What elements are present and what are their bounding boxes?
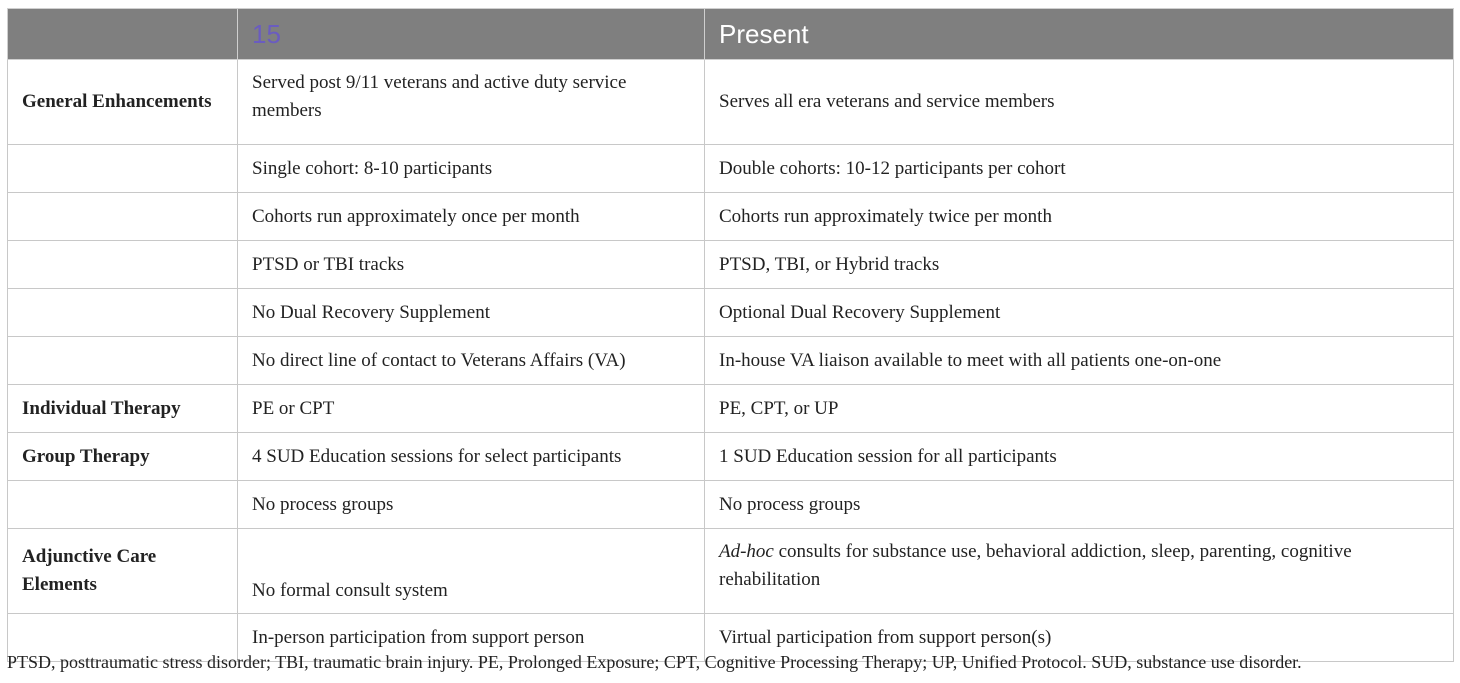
past-cell: No direct line of contact to Veterans Affairs (VA) [238, 337, 705, 385]
present-cell: PE, CPT, or UP [705, 385, 1454, 433]
table-row [8, 337, 1454, 385]
header-present: Present [705, 9, 1454, 60]
present-cell [705, 529, 1454, 614]
table-row [8, 385, 1454, 433]
past-cell: No process groups [238, 481, 705, 529]
past-cell: PE or CPT [238, 385, 705, 433]
table-row [8, 145, 1454, 193]
past-cell: PTSD or TBI tracks [238, 241, 705, 289]
table-row [8, 481, 1454, 529]
header-row [8, 9, 1454, 60]
program-comparison-table [7, 8, 1454, 662]
category-cell [8, 289, 238, 337]
past-cell: Single cohort: 8-10 participants [238, 145, 705, 193]
present-cell: No process groups [705, 481, 1454, 529]
present-cell: Virtual participation from support person(s) [705, 614, 1454, 662]
table-footnote: PTSD, posttraumatic stress disorder; TBI, traumatic brain injury. PE, Prolonged Exposure; CPT, Cognitive Processing Therapy; UP, Unified Protocol. SUD, substance use disorder. [7, 652, 1302, 672]
category-cell [8, 241, 238, 289]
past-cell: Served post 9/11 veterans and active duty service members [238, 60, 705, 145]
past-cell: Cohorts run approximately once per month [238, 193, 705, 241]
present-cell: Serves all era veterans and service members [705, 60, 1454, 145]
category-cell [8, 337, 238, 385]
category-cell [8, 193, 238, 241]
table-row [8, 193, 1454, 241]
category-cell [8, 145, 238, 193]
past-cell: No formal consult system [238, 529, 705, 614]
present-italic-text: Ad-hoc [719, 541, 774, 562]
category-cell: Adjunctive Care Elements [8, 529, 238, 614]
present-cell: Cohorts run approximately twice per month [705, 193, 1454, 241]
present-cell: Optional Dual Recovery Supplement [705, 289, 1454, 337]
present-text: consults for substance use, behavioral addiction, sleep, parenting, cognitive rehabilitation [719, 541, 1352, 590]
category-cell: Individual Therapy [8, 385, 238, 433]
table-row [8, 433, 1454, 481]
past-cell: In-person participation from support person [238, 614, 705, 662]
table-wrapper [7, 8, 1453, 662]
past-cell: 4 SUD Education sessions for select participants [238, 433, 705, 481]
present-cell: Double cohorts: 10-12 participants per cohort [705, 145, 1454, 193]
category-cell: General Enhancements [8, 60, 238, 145]
present-cell: In-house VA liaison available to meet with all patients one-on-one [705, 337, 1454, 385]
present-cell: PTSD, TBI, or Hybrid tracks [705, 241, 1454, 289]
category-cell [8, 481, 238, 529]
present-cell: 1 SUD Education session for all participants [705, 433, 1454, 481]
header-category [8, 9, 238, 60]
header-year: 15 [238, 9, 705, 60]
table-row [8, 289, 1454, 337]
table-row [8, 60, 1454, 145]
category-cell: Group Therapy [8, 433, 238, 481]
past-cell: No Dual Recovery Supplement [238, 289, 705, 337]
table-row [8, 241, 1454, 289]
table-row [8, 529, 1454, 614]
